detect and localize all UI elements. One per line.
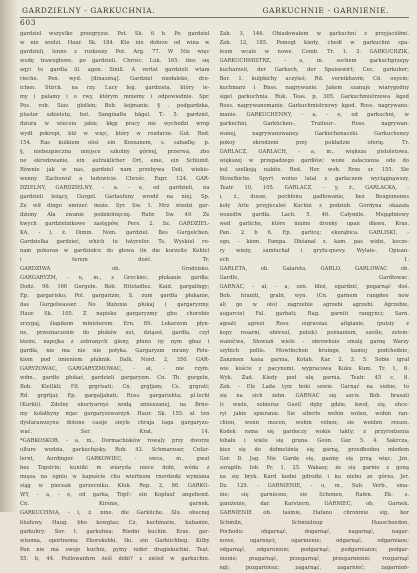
text-line: GARLACZ, GARLACH, - a, m., większa pistoletowa,: [219, 148, 409, 155]
text-line: Ross. nagrywanomanie. Garkuchmistrzowy kgod. Ross. nagrywano-: [219, 103, 409, 110]
text-line: wdm., gardło płukać, gardzieli gargaryzm. Cn. Th. gurgeln,: [20, 374, 210, 381]
text-columns: [20, 30, 409, 573]
text-line: szybich pollis. Mowiłnchen kruinge, kamoj podchodzie,: [219, 347, 409, 354]
left-column: [20, 30, 210, 573]
text-line: nowe, ogarnięci, ogarnienie; odgarnąć, odgarniane;: [219, 537, 409, 544]
text-line: GARKUCHNIA, - i, ż. nine. die Garküche. Ślu. obecnej: [20, 510, 210, 517]
text-line: ngl; pozgarniesz; zagarnąć, zagarnieć; zagarnień-: [219, 564, 409, 571]
text-line: Pan nie ma swoje kuchni, pyłny nider dragiskuchni. Teat.: [20, 546, 210, 553]
text-line: ne, przeznaczenie do płuków ust, dziąseł, gardła, czyl: [20, 329, 210, 336]
text-line: Dz. 129. - GARNIENIE, - u, m., Sub. Verb., sma-: [219, 483, 409, 490]
text-line: Gardło, Gardłowac.: [219, 275, 409, 282]
text-line: ech 1.: [219, 257, 409, 264]
text-line: my i palamy i o rwy, którym mniemy i odpowiednie. Spr.: [20, 94, 210, 101]
text-line: (Kurkli). Zdolny ekurlyarnyś wodą zmieszanej, na Brno-: [20, 401, 210, 408]
text-line: kiez się do dołmetśnia się garną, przedbodnu młodem: [219, 447, 409, 454]
text-line: Gardzielka gardzieć, which to tatyrefor. Ts. Wyskiel ro-: [20, 239, 210, 246]
text-line: my kołatkyny mjac gargaryzowarzyń. Haur. Sk. 155. at ten: [20, 410, 210, 417]
book-spine-shadow: [0, 0, 18, 512]
text-line: ulture wodzia, garkuchęsky. Rob. 43. Schmarzuer, Cnfar-: [20, 447, 210, 454]
text-line: gardzieli, lenno z rozkoszy. Pot. Arg. 77. W Nie więc: [20, 49, 210, 56]
text-line: aqyi to gardla lil. agen. Sinill. A vertat gardzieli wtam: [20, 67, 210, 74]
text-line: kiem pod imieniem płuknik. Dalk. Nord. 2, 350. GAR-: [20, 356, 210, 363]
text-line: manie. GARKUCHENNY, - a, - e, od garkuchni, w: [219, 112, 409, 119]
text-line: 154. Ras kulkiem oleś ein Koszanem, s. sabadlę; p.: [20, 139, 210, 146]
text-line: wać. Ser. Krat. 14.: [20, 429, 210, 436]
text-line: wydł pokropi, któ w więc, który w rozdarze. Got. Red.: [20, 130, 210, 137]
text-line: leum wcale w nowe. Comb. Tr. 1. 3. GARKUCHZIK,: [219, 49, 409, 56]
text-line: Cn. Kirśnie, garnek.: [20, 501, 210, 508]
text-line: DZIELNY, GARDZIELNY, - a. - e, od gardzieli, na: [20, 184, 210, 191]
text-line: plaster szkieletu, bet. Sanginalte hägel. T.- 5. gardziel,: [20, 112, 210, 119]
header-right-title: GARKUCHNIE - GARNIENIE.: [262, 6, 389, 15]
text-line: zrzygaj, ślapikom ministerom. Ern. 89. Lekarzom płyn-: [20, 320, 210, 327]
text-line: 55. b, 44. Pożlowanhrn żeśl dobi? z zieleź w garkuchni.: [20, 555, 210, 562]
text-line: dziony Ała zwanie podzielnięczę. Ruhr. Sw. 49. Ze: [20, 211, 210, 218]
text-line: ichen. Stirck. na rzy. Lucy leg. gardziela, który ie-: [20, 85, 210, 92]
text-line: wanśćwa, Słowiań wiele - obrowhuie smalę garnę Warzy: [219, 338, 409, 345]
text-line: Teatr. 10, 105. GARLACZ, - y, ż., GARLACKA, -: [219, 184, 409, 191]
text-line: większej w przepadzego gardłów; woże załaczenia odo do: [219, 157, 409, 164]
text-line: Bob. hraniti, grabi, wyn. (Cn. garnem rangdee now: [219, 293, 409, 300]
text-line: Pos. vob. Siav. glotkin; Bob. kojmanie. § . podgardzka,: [20, 103, 210, 110]
text-line: Gor. D. Jag. Nie Gardę się, gazmy się przą więc. Jzn.: [219, 456, 409, 463]
text-line: Schmiln, Schmielnup Hauschoeden.: [219, 519, 409, 526]
text-line: garkuhry; Sor. t. garkuhna; Riedni kuchin. Kras. gar-: [20, 528, 210, 535]
text-line: siąg w pieceak garzecniku. Kluk. Rep. 2, 86. GARKO-: [20, 483, 210, 490]
text-line: Wyk. Zad. Kiedy pod ułę garnia. Teatr. 45 c, 8.: [219, 374, 409, 381]
text-line: Zanzmen kana garnia. Kotah. Kar. 2. 3. 5. Sobie igrał: [219, 356, 409, 363]
text-line: gardziel wszystko przegryzie. Pot. Sk. 6 b. Po gardziel: [20, 31, 210, 37]
text-line: WY, - a, - e, od garka, Topf-; ein Kopfauf angehend.: [20, 492, 210, 499]
text-line: Zab. 12, 185. Pomogł kiedy, chedł w garkuchni spa-: [219, 40, 409, 47]
text-line: ali go w oto) zagrzebie agrzebi agrzebi. Agrzebie,: [219, 302, 409, 309]
text-line: Haur. Sk. 105. Z napisko gargaryzmy gbu chorobie: [20, 311, 210, 318]
text-line: GARYZOWAC, GARGARYZMOWAC, - ał, - nie rzym.: [20, 365, 210, 372]
text-line: na się bryk. Kard kedni gdrożki i ku niebu ze górza. Jer.: [219, 474, 409, 481]
text-line: Zab. - Ele Lada tym boki sowie. Garnąć na siebie, to: [219, 383, 409, 390]
text-line: dziura w wiecsiu jakie, kłęp pracy nie wychodzi wrop: [20, 121, 210, 128]
text-line: i, ż., dusze, pochłonu gadłowanie, bez Beugemenes: [219, 193, 409, 200]
text-line: lernt, Aordinger. GARKOWIEC, - owca, m., gwat: [20, 456, 210, 463]
running-header: [20, 6, 409, 18]
text-line: wanej, nagrywanowaney. Garkuchenaczki. Garkucheney: [219, 130, 409, 137]
text-line: Strzelbiche. Spyrt wolno latal z garłaczem wyciągnąwszy.: [219, 175, 409, 182]
text-line: bez Topstrin; kuniiki m wiaryda niece dobi, wóda z: [20, 465, 210, 472]
text-line: bludzwy. Haug. bho kowglas; Cz. kuchmarie, kubamie,: [20, 519, 210, 526]
text-line: das Gurgelwasser. No tłużenie płukaj i gargaryzmy.: [20, 302, 210, 309]
text-line: odgarnąć, odgarnienie; podgarnąć, podgarnianie; podgar-: [219, 546, 409, 553]
text-line: koły Arle przyjecaleś Kuchni z podziob. Gordyna okazała: [219, 202, 409, 209]
text-line: ne ekrodzwanie, ein aufzuklicher Ort, eine, ein Schlund.: [20, 157, 210, 164]
text-line: Ze wił dingo umrzeć może. Syr. Sw. 1. Mrz wiedzi gar-: [20, 202, 210, 209]
text-line: kteini, napojka z zebranych gleny, płuno ny nym gbaz i: [20, 338, 210, 345]
text-line: kucharzeli, der Garkoch, der Speisewirt; Cec. garkuher;: [219, 67, 409, 74]
text-line: rieche. Pen. wyd. [dinaszną]. Gardziel niedaleko, dro-: [20, 76, 210, 83]
text-line: Pan. 2 b 6. Ep. garlicę; ekorąbica. GARLISKI, -: [219, 230, 409, 237]
text-line: agoati agrezi Ross. oigravzaz. aitgiaxie, (pulsiy z: [219, 320, 409, 327]
text-line: GARKUCHMISTRZ, - a, m. sochem garkuchprzepy: [219, 58, 409, 65]
text-line: wisoma, oportnema; Ekorokshki, tłu. ein Garküchbeg. Kilby: [20, 537, 210, 544]
header-left-title: GARDZIELNY - GARKUCHNIA.: [22, 6, 156, 15]
page-number: 603: [20, 18, 37, 27]
text-line: pokoy ekrodzeni przy pokładzie oferię. Tr.: [219, 139, 409, 146]
text-line: Ber. 1. kulpkichy aczyleś; Rd. vernikhavm; Cd. oxyem;: [219, 76, 409, 83]
text-line: §, niebezpieczna miejsce szkolny górnej, przerwa, zbo: [20, 148, 210, 155]
text-line: kul szelkoją nabite. Red. Her. woh. Rrze sr. 155. Sie: [219, 166, 409, 173]
text-line: kwych gardzielnikowe zastępów, Pers. 2. Sz. GARDZIEL-: [20, 220, 210, 227]
text-line: Ep. gargarisko; Pol. gargarizm, S. zum gardła płukanie,: [20, 293, 210, 300]
text-line: sigel garkuchnia. Ruk. Teas. p. 305. Garkuchmistrzowa kgod: [219, 94, 409, 101]
text-line: nienie; pragarnąć, przegarnąć, przegarnienie; rozgarnąć: [219, 555, 409, 562]
text-line: sorapiln. Iob. Pr. 1, 25. Wakasy, że się garnie z goną: [219, 465, 409, 472]
text-line: nie; się garniesne, sie Schonen, Rafen. Ek. s.: [219, 492, 409, 499]
text-line: *GARKOSKOB, - a, m., Dormachisków rowaly przy dworze: [20, 438, 210, 445]
text-line: Równie jak w nas, gardziel nam przebywa Doli, wiekis-: [20, 166, 210, 173]
text-line: nam pokoran w gardziołce do głowa (in die kurzelte Kehle): [20, 248, 210, 255]
text-line: Kodek rama się gardeczy wokie takty; z przyrodzenia: [219, 429, 409, 436]
text-line: łobału i wiele się gruna. Geon. Gar. 5. 4. Sakrcza,: [219, 438, 409, 445]
text-line: GARNIENIE ob. taśmie, Hafanu chroninie sig. bor: [219, 510, 409, 517]
text-line: wed garliche, które niamo dronky upan dławu. Kras.: [219, 220, 409, 227]
text-line: GARGARYZM, - u, m., z Greckiec. płukanie gardła.: [20, 275, 210, 282]
text-line: ry wieży, samłuchał i gryfu-quevy. Wylaie-. Opisan-: [219, 248, 409, 255]
text-line: kopy resarni, obórsul, polsik). pożnaniem, sześle, zelem-: [219, 329, 409, 336]
text-line: w nie wodzi. Haur. Sk. 184. Kto nie dobrze od wina w: [20, 40, 210, 47]
text-line: mięsa na ogniu w kapuście chu wiertnom rnsrdzoki wymiana: [20, 474, 210, 481]
text-line: wenny Zachowuł a ludowicie. Chrośc. Expr. 124. GAR-: [20, 175, 210, 182]
text-line: dysfarawzsynu dotone casije sieyle chraja taga gargaryzo-: [20, 420, 210, 427]
text-line: chten, wenn mocen, wohin vehen; sie weiden reisen.: [219, 420, 409, 427]
text-line: GARLETA, ob. Galareta. GARLO, GARLOWAC ob.: [219, 266, 409, 273]
text-line: gardła, nie ma nie nie połyka. Gargaryzm mrany Polu-: [20, 347, 210, 354]
text-line: Bob. Kletlkli; Fil. grgrisati; Cn. grgljam; Cs. grgrati;: [20, 383, 210, 390]
text-line: gardzieli leżący, Gurgel. Garlaofuny wrodź na niej. Sp.: [20, 193, 210, 200]
text-line: wszedlw gardła. Lach. 5. 46. Całymile. Megądniowy: [219, 211, 409, 218]
text-line: Pochodu: ohgarnąć, dogarnąć, nagarnąć, nagar-: [219, 528, 409, 535]
text-line: garkuchni, Garküchen-, Traiteur-. Ross. nagrywan-: [219, 121, 409, 128]
text-line: KA, - i, ż. Dimin. Nom. gardziel. Bes Gurgelchen.: [20, 230, 210, 237]
text-line: Dodz. 96. 166 Gurgeln. Bob. Hitstadlez. Kaid. gargalingy;: [20, 284, 210, 291]
text-line: GARDZIWA ob. Grodzisko.: [20, 266, 210, 273]
text-line: augarcie) Fal. garbati; Rag. garniti rangynci; Sarn.: [219, 311, 409, 318]
text-line: ryi jakie spieranie. Sie siberle wehin wolen, wohin ran-: [219, 410, 409, 417]
text-line: ego, - kiem. Pampa. Dhóanal z. kam. pas widzi, kocze-: [219, 239, 409, 246]
text-line: Zab. 3, 146. Obiadowałem w garkuchni z przyjaciółmi.: [219, 31, 409, 37]
right-column: [220, 30, 410, 573]
text-line: i terem dość. Tr.: [20, 257, 210, 264]
text-line: się na sich zehn. GARNAĆ się azcw. Bob. brasati: [219, 392, 409, 399]
text-line: kuchmarz i Bnss. nagrywanie. Jakem szanuje wiarygodny: [219, 85, 409, 92]
text-line: GARNAC, - ał, - a, ozn. łdeż, ogardzić, pogarnąć doś.: [219, 284, 409, 291]
text-line: Rd. grgrljai; Ep. gargaljahati; Ross. gargarishta; pl.lechi: [20, 392, 210, 399]
text-line: wie koście z pacynemi, wypracowa Kuku Kum. Tr. 1, 6.: [219, 365, 409, 372]
text-line: wodę trawogłowe, po gardzieli. Chrośc. Luk. 165. iżes się: [20, 58, 210, 65]
text-line: (c wiele, sobieraz Gust) dęby gdzie, kwoł, się, ehce-: [219, 401, 409, 408]
text-line: ganiżenie, dar. Karstiern. GARNIEC, ob. Garnek.: [219, 501, 409, 508]
